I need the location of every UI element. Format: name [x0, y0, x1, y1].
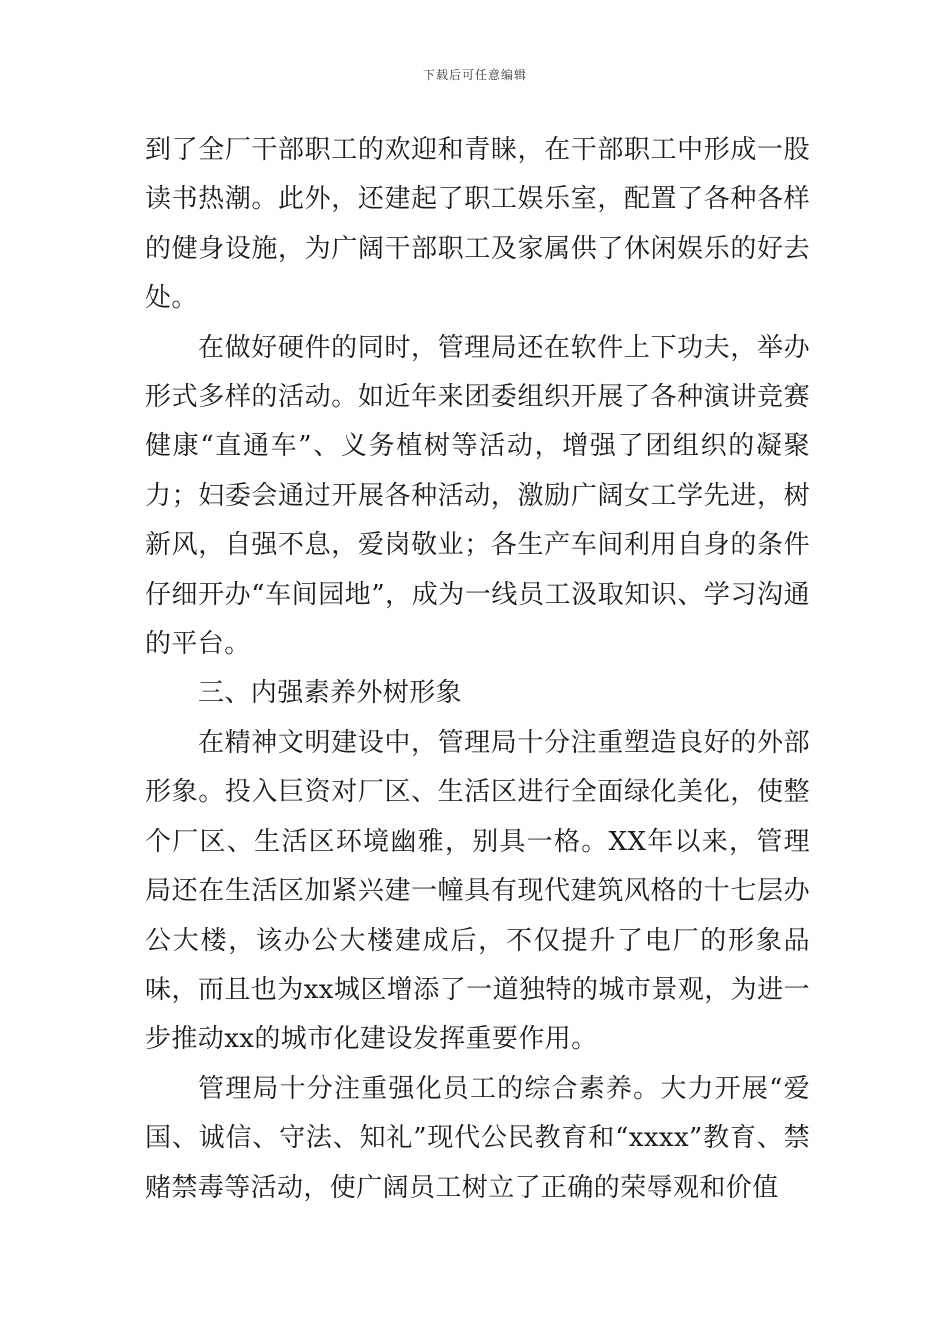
paragraph-continuation: 到了全厂干部职工的欢迎和青睐，在干部职工中形成一股读书热潮。此外，还建起了职工娱乐室，配置了各种各样的健身设施，为广阔干部职工及家属供了休闲娱乐的好去处。 — [145, 135, 810, 314]
section-heading: 三、内强素养外树形象 — [198, 678, 463, 709]
paragraph-activities: 在做好硬件的同时，管理局还在软件上下功夫，举办形式多样的活动。如近年来团委组织开展了各种演讲竞赛健康“直通车”、义务植树等活动，增强了团组织的凝聚力；妇委会通过开展各种活动，激励广阔女工学先进，树新风，自强不息，爱岗敬业；各生产车间利用自身的条件仔细开办“车间园地”，成为一线员工汲取知识、学习沟通的平台。 — [145, 332, 810, 660]
paragraph-staff-quality: 管理局十分注重强化员工的综合素养。大力开展“爱国、诚信、守法、知礼”现代公民教育和“xxxx”教育、禁赌禁毒等活动，使广阔员工树立了正确的荣辱观和价值 — [145, 1073, 810, 1203]
document-body — [145, 126, 810, 1213]
page-header-note: 下载后可任意编辑 — [422, 68, 527, 82]
paragraph-external-image: 在精神文明建设中，管理局十分注重塑造良好的外部形象。投入巨资对厂区、生活区进行全面绿化美化，使整个厂区、生活区环境幽雅，别具一格。XX年以来，管理局还在生活区加紧兴建一幢具有现代建筑风格的十七层办公大楼，该办公大楼建成后，不仅提升了电厂的形象品味，而且也为xx城区增添了一道独特的城市景观，为进一步推动xx的城市化建设发挥重要作用。 — [145, 727, 810, 1055]
